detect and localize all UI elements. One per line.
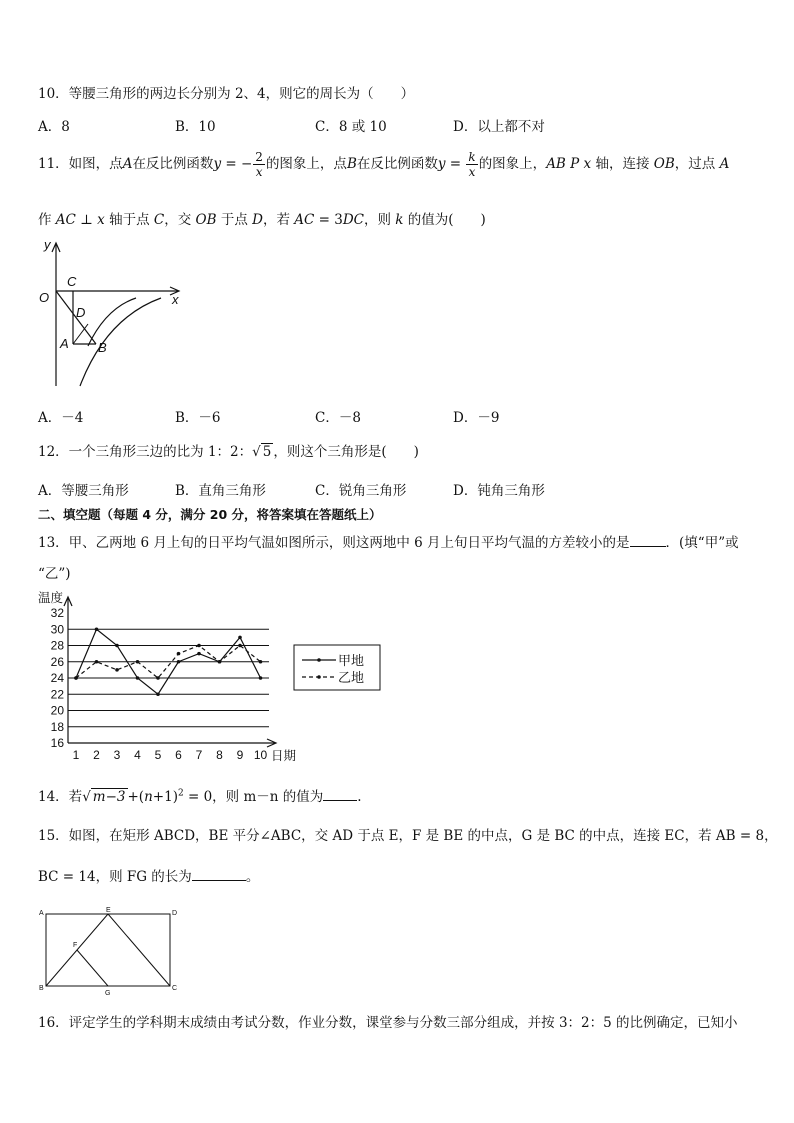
q12-stem: 12．一个三角形三边的比为 1：2：√ 5 ，则这个三角形是( ): [38, 444, 419, 460]
y-tick-label: 18: [50, 719, 64, 734]
legend-label: 乙地: [338, 670, 365, 685]
x-tick-label: 2: [93, 748, 100, 762]
q15-label-e: E: [106, 907, 111, 914]
x-tick-label: 5: [154, 748, 162, 762]
q15-label-b: B: [39, 985, 44, 992]
q12-options: [38, 479, 778, 499]
q11-label-y: y: [44, 237, 51, 252]
q15-stem-line2: BC = 14，则 FG 的长为 。: [38, 869, 260, 885]
data-point: [177, 652, 181, 656]
x-tick-label: 8: [216, 748, 223, 762]
x-tick-label: 3: [113, 748, 121, 762]
data-point: [136, 660, 140, 664]
x-tick-label: 7: [195, 748, 203, 762]
y-tick-label: 16: [50, 736, 64, 750]
q12-option-d: D．钝角三角形: [453, 483, 545, 499]
legend-label: 甲地: [338, 653, 365, 668]
q11-options: [38, 406, 778, 426]
data-point: [177, 660, 181, 664]
y-tick-label: 30: [50, 622, 64, 637]
legend-box: [294, 645, 380, 690]
data-point: [197, 652, 201, 656]
y-tick-label: 28: [50, 638, 64, 653]
data-point: [136, 676, 140, 680]
q12-option-c: C．锐角三角形: [315, 483, 407, 499]
y-tick-label: 22: [50, 687, 64, 702]
q11-label-x: x: [172, 292, 179, 307]
q15-label-g: G: [105, 990, 111, 997]
x-tick-label: 1: [72, 748, 80, 762]
q11-segment-ad: [73, 324, 88, 344]
data-point: [156, 676, 160, 680]
q11-label-o: O: [39, 290, 50, 305]
q15-label-a: A: [39, 910, 44, 917]
q11-option-d: D．－9: [453, 410, 500, 426]
q15-label-c: C: [172, 985, 178, 992]
data-point: [218, 660, 222, 664]
x-tick-label: 4: [134, 748, 141, 762]
y-tick-label: 32: [50, 606, 64, 620]
q10-option-a: A．8: [38, 119, 70, 135]
x-tick-label: 6: [175, 748, 182, 762]
q11-label-d: D: [76, 305, 86, 320]
x-tick-label: 10: [253, 748, 268, 762]
q11-option-b: B．－6: [175, 410, 221, 426]
y-tick-label: 26: [50, 654, 64, 669]
q11-figure: [36, 238, 196, 390]
q15-stem-line1: 15．如图，在矩形 ABCD，BE 平分∠ABC，交 AD 于点 E，F 是 BE 的中点，G 是 BC 的中点，连接 EC，若 AB = 8，: [38, 828, 778, 844]
q11-option-c: C．－8: [315, 410, 361, 426]
data-point: [238, 636, 242, 640]
q15-segment-fg: [77, 950, 108, 986]
q12-option-a: A．等腰三角形: [38, 483, 129, 499]
q15-rectangle-abcd: [46, 914, 170, 986]
data-point: [197, 644, 201, 648]
y-axis-title: 温度: [38, 591, 64, 605]
q15-answer-blank[interactable]: [192, 868, 246, 881]
data-point: [259, 676, 263, 680]
q11-stem-line1: 11．如图，点A在反比例函数y = − $\frac{2}{x}$ 的图象上，点B在反比例函数y = $\frac{k}{x}$ 的图象上，AB P x 轴，连接 OB，过点 A: [38, 150, 730, 179]
data-point: [95, 627, 99, 631]
q10-stem: 10．等腰三角形的两边长分别为 2、4，则它的周长为（ ）: [38, 86, 415, 102]
temperature-chart: [36, 588, 396, 766]
q10-option-d: D．以上都不对: [453, 119, 545, 135]
q11-curve-outer: [80, 298, 161, 386]
q13-stem-line1: 13．甲、乙两地 6 月上旬的日平均气温如图所示，则这两地中 6 月上旬日平均气温的方差较小的是 ．(填“甲”或: [38, 535, 739, 551]
legend-marker: [317, 658, 321, 662]
q11-label-b: B: [98, 340, 107, 355]
y-tick-label: 24: [50, 671, 64, 685]
data-point: [259, 660, 263, 664]
data-point: [156, 692, 160, 696]
q10-option-b: B．10: [175, 119, 216, 135]
y-tick-label: 20: [50, 703, 64, 718]
data-point: [74, 676, 78, 680]
fraction-k-over-x: $\frac{k}{x}$: [468, 150, 476, 179]
q15-segment-ec: [108, 914, 170, 986]
x-tick-label: 9: [236, 748, 244, 762]
q11-stem-line2: 作 AC ⊥ x 轴于点 C，交 OB 于点 D，若 AC = 3DC，则 k 的值为( ): [38, 212, 486, 228]
q16-stem: 16．评定学生的学科期末成绩由考试分数，作业分数，课堂参与分数三部分组成，并按 3：2：5 的比例确定，已知小: [38, 1015, 738, 1031]
data-point: [95, 660, 99, 664]
q15-label-d: D: [172, 910, 178, 917]
data-point: [115, 668, 119, 672]
fraction-neg-2-over-x: $\frac{2}{x}$: [255, 150, 263, 179]
data-point: [238, 644, 242, 648]
q14-stem: 14．若√ $m-3 +(n+1)^2 = 0$，则 m－n 的值为 .: [38, 788, 362, 805]
q10-option-c: C．8 或 10: [315, 119, 387, 135]
q14-answer-blank[interactable]: [323, 788, 357, 801]
q11-label-c: C: [67, 274, 77, 289]
q15-label-f: F: [73, 942, 78, 949]
q12-option-b: B．直角三角形: [175, 483, 266, 499]
q11-option-a: A．－4: [38, 410, 84, 426]
sqrt-icon: √: [252, 444, 261, 460]
q13-stem-line2: “乙”): [38, 566, 71, 582]
legend-marker: [317, 675, 321, 679]
data-point: [115, 644, 119, 648]
q10-options: [38, 115, 778, 135]
q13-answer-blank[interactable]: [630, 534, 666, 547]
x-axis-title: 日期: [271, 749, 297, 763]
sqrt-icon: √: [82, 789, 91, 805]
q15-figure: [36, 906, 186, 996]
q11-curve-inner: [88, 298, 136, 346]
section-heading-fill-in: 二、填空题（每题 4 分，满分 20 分，将答案填在答题纸上）: [38, 507, 382, 522]
q11-label-a: A: [60, 336, 69, 351]
